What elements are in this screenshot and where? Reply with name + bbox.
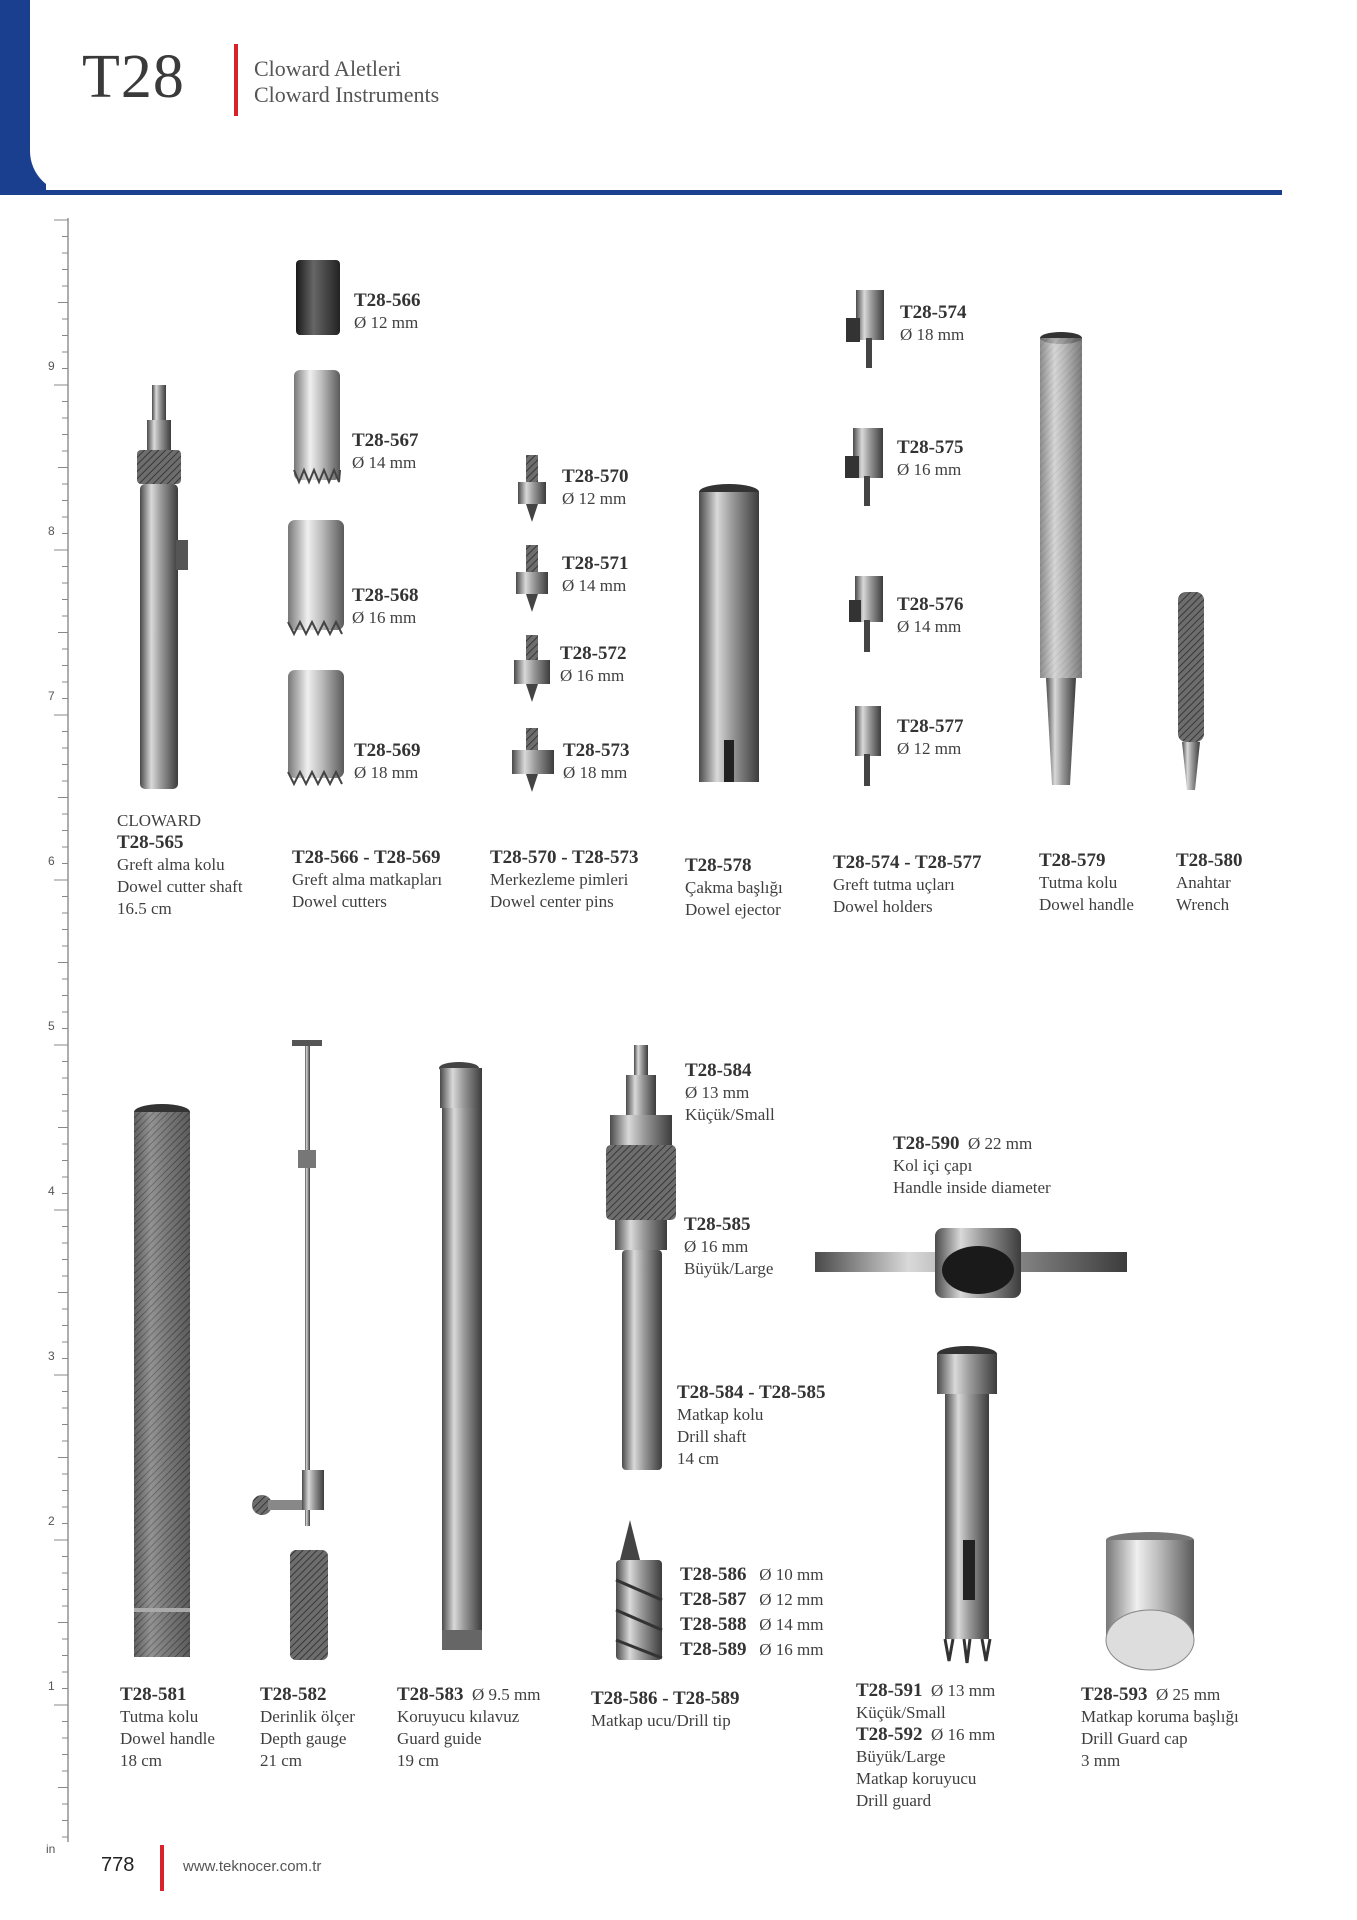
group-code: T28-570 - T28-573 [490,847,639,868]
item-code: T28-592 [856,1724,923,1745]
item-t28-583 [397,1684,540,1772]
ruler-number: 5 [48,1019,55,1033]
group-desc-en: Dowel cutters [292,892,387,911]
drill-shaft-figure [606,1045,676,1470]
item-desc-en: Dowel handle [1039,895,1134,914]
footer-website[interactable]: www.teknocer.com.tr [183,1858,322,1875]
group-desc-tr: Merkezleme pimleri [490,870,629,889]
item-code: T28-571 [562,553,629,574]
item-code: T28-575 [897,437,964,458]
item-t28-574 [900,302,967,346]
item-diameter: Ø 16 mm [897,460,962,479]
item-desc-en: Wrench [1176,895,1230,914]
depth-gauge-figure [252,1040,328,1660]
group-dowel-center-pins [490,847,638,913]
item-size: 18 cm [120,1751,163,1770]
item-code: T28-569 [354,740,421,761]
item-t28-590 [893,1133,1051,1199]
item-size: Büyük/Large [684,1259,774,1278]
item-code: T28-581 [120,1684,187,1705]
item-t28-578 [685,855,783,921]
dowel-holder-figures [845,290,884,786]
group-code: T28-584 - T28-585 [677,1382,826,1403]
section-title-tr: Cloward Aletleri [254,56,402,81]
item-diameter: Ø 14 mm [562,576,627,595]
dowel-cutter-shaft-figure [137,385,188,789]
item-desc-tr: Greft alma kolu [117,855,225,874]
group-dowel-cutters [292,847,442,913]
item-desc-tr: Kol içi çapı [893,1156,973,1175]
item-code: T28-566 [354,290,421,311]
item-t28-584 [685,1060,775,1126]
drill-guard-cap-figure [1106,1532,1194,1670]
item-t28-569 [354,740,421,784]
item-desc-en: Drill guard [856,1791,932,1810]
item-diameter: Ø 16 mm [352,608,417,627]
item-desc-tr: Koruyucu kılavuz [397,1707,520,1726]
drill-guard-figure [937,1346,997,1663]
item-desc-tr: Matkap koruyucu [856,1769,977,1788]
ruler-number: 6 [48,854,55,868]
item-t28-576 [897,594,964,638]
item-t28-572 [560,643,627,687]
item-desc-en: Guard guide [397,1729,482,1748]
item-t28-580 [1176,850,1243,916]
group-desc-tr: Greft alma matkapları [292,870,443,889]
item-diameter: Ø 22 mm [968,1134,1033,1153]
group-code: T28-566 - T28-569 [292,847,441,868]
group-code: T28-586 - T28-589 [591,1688,740,1709]
item-diameter: Ø 14 mm [759,1615,824,1634]
item-size: Küçük/Small [856,1703,946,1722]
item-t28-593 [1081,1684,1239,1772]
item-diameter: Ø 13 mm [685,1083,750,1102]
item-code: T28-570 [562,466,629,487]
item-desc-en: Dowel cutter shaft [117,877,243,896]
item-size: 19 cm [397,1751,440,1770]
drill-tip-figure [616,1520,662,1660]
item-code: T28-591 [856,1680,923,1701]
footer-divider [160,1845,164,1891]
item-code: T28-583 [397,1684,464,1705]
item-size: 16.5 cm [117,899,172,918]
item-code: T28-572 [560,643,627,664]
item-diameter: Ø 12 mm [562,489,627,508]
item-diameter: Ø 18 mm [900,325,965,344]
item-diameter: Ø 25 mm [1156,1685,1221,1704]
item-size: Büyük/Large [856,1747,946,1766]
guard-guide-figure [439,1062,482,1650]
page-number: 778 [101,1854,135,1876]
item-desc-en: Drill Guard cap [1081,1729,1188,1748]
item-desc-tr: Tutma kolu [120,1707,199,1726]
group-desc: Matkap ucu/Drill tip [591,1711,731,1730]
item-code: T28-574 [900,302,967,323]
item-code: T28-565 [117,832,184,853]
item-size: 21 cm [260,1751,303,1770]
item-diameter: Ø 18 mm [354,763,419,782]
group-code: T28-574 - T28-577 [833,852,982,873]
item-diameter: Ø 13 mm [931,1681,996,1700]
item-desc-en: Dowel handle [120,1729,215,1748]
item-t28-591-592 [856,1680,995,1812]
ruler-unit: in [46,1842,56,1856]
item-t28-568 [352,585,419,629]
group-dowel-holders [833,852,981,918]
dowel-ejector-figure [699,484,759,782]
ruler-number: 9 [48,359,55,373]
item-code: T28-567 [352,430,419,451]
item-t28-571 [562,553,629,597]
item-diameter: Ø 16 mm [931,1725,996,1744]
item-code: T28-586 [680,1564,747,1585]
item-code: T28-579 [1039,850,1106,871]
item-diameter: Ø 9.5 mm [472,1685,541,1704]
item-diameter: Ø 18 mm [563,763,628,782]
item-diameter: Ø 16 mm [684,1237,749,1256]
item-code: T28-587 [680,1589,747,1610]
item-t28-579 [1039,850,1134,916]
group-size: 14 cm [677,1449,720,1468]
item-desc-en: Handle inside diameter [893,1178,1051,1197]
drill-tip-size-list [680,1562,823,1662]
item-desc-tr: Anahtar [1176,873,1231,892]
dowel-handle-figure [1040,332,1082,785]
item-t28-573 [563,740,630,784]
item-diameter: Ø 10 mm [759,1565,824,1584]
item-code: T28-568 [352,585,419,606]
item-t28-567 [352,430,419,474]
item-t28-585 [684,1214,773,1280]
item-t28-575 [897,437,964,481]
item-code: T28-576 [897,594,964,615]
group-desc-en: Dowel holders [833,897,933,916]
item-t28-582 [260,1684,355,1772]
handle-inside-diameter-figure [815,1228,1127,1298]
section-title-en: Cloward Instruments [254,82,440,107]
ruler-number: 3 [48,1349,55,1363]
ruler-number: 1 [48,1679,55,1693]
item-diameter: Ø 14 mm [352,453,417,472]
ruler-number: 7 [48,689,55,703]
item-t28-570 [562,466,629,510]
dowel-cutter-figures [288,260,344,784]
group-desc-tr: Matkap kolu [677,1405,764,1424]
item-code: T28-582 [260,1684,327,1705]
item-desc-en: Depth gauge [260,1729,347,1748]
item-code: T28-573 [563,740,630,761]
item-code: T28-593 [1081,1684,1148,1705]
item-diameter: Ø 16 mm [759,1640,824,1659]
brand-label: CLOWARD [117,811,202,830]
section-code: T28 [82,43,185,111]
item-t28-566 [354,290,421,334]
item-code: T28-588 [680,1614,747,1635]
item-code: T28-580 [1176,850,1243,871]
dowel-center-pin-figures [512,455,554,792]
item-t28-565 [117,810,243,920]
item-code: T28-585 [684,1214,751,1235]
item-t28-577 [897,716,964,760]
group-desc-en: Drill shaft [677,1427,747,1446]
item-diameter: Ø 12 mm [759,1590,824,1609]
group-desc-tr: Greft tutma uçları [833,875,955,894]
item-diameter: Ø 12 mm [897,739,962,758]
item-size: 3 mm [1081,1751,1121,1770]
item-desc-tr: Tutma kolu [1039,873,1118,892]
item-code: T28-590 [893,1133,960,1154]
group-drill-tip [591,1688,739,1732]
item-code: T28-584 [685,1060,752,1081]
ruler-number: 8 [48,524,55,538]
item-desc-en: Dowel ejector [685,900,781,919]
group-desc-en: Dowel center pins [490,892,614,911]
item-size: Küçük/Small [685,1105,775,1124]
ruler-number: 4 [48,1184,55,1198]
item-code: T28-577 [897,716,964,737]
item-desc-tr: Matkap koruma başlığı [1081,1707,1239,1726]
item-desc-tr: Çakma başlığı [685,878,783,897]
item-code: T28-578 [685,855,752,876]
item-code: T28-589 [680,1639,747,1660]
item-t28-581 [120,1684,215,1772]
wrench-figure [1178,592,1204,790]
item-diameter: Ø 16 mm [560,666,625,685]
ruler-number: 2 [48,1514,55,1528]
dowel-handle-long-figure [134,1104,190,1657]
item-desc-tr: Derinlik ölçer [260,1707,355,1726]
group-drill-shaft [677,1382,825,1470]
item-diameter: Ø 12 mm [354,313,419,332]
item-diameter: Ø 14 mm [897,617,962,636]
